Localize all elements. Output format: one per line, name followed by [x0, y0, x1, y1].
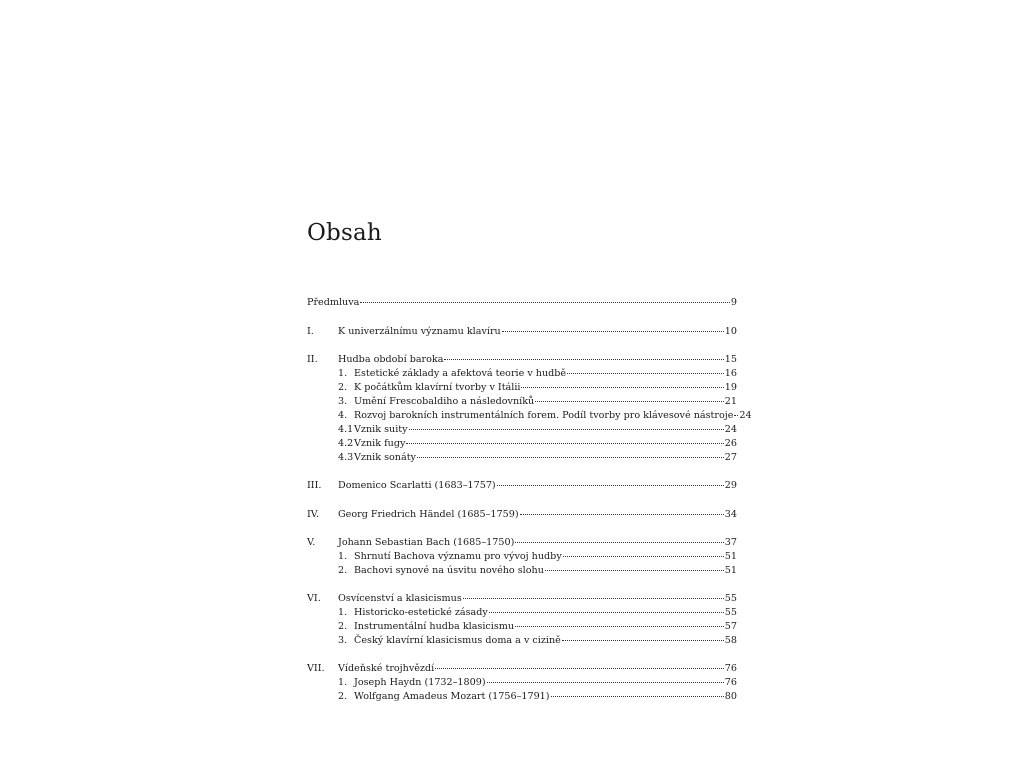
toc-page-number: 76 — [724, 663, 737, 674]
dot-leader — [521, 387, 723, 388]
toc-page-number: 26 — [724, 438, 737, 449]
toc-entry-title: Hudba období baroka — [338, 354, 444, 365]
toc-entry-title: Shrnutí Bachova významu pro vývoj hudby — [354, 551, 562, 562]
toc-entry[interactable] — [307, 536, 737, 549]
toc-page-number: 76 — [724, 677, 737, 688]
toc-entry[interactable] — [307, 381, 737, 394]
toc-entry[interactable] — [307, 592, 737, 605]
toc-entry[interactable] — [307, 367, 737, 380]
toc-page-number: 57 — [724, 621, 737, 632]
toc-section-number: 1. — [338, 368, 348, 379]
dot-leader — [520, 514, 724, 515]
toc-entry[interactable] — [307, 409, 752, 422]
dot-leader — [551, 696, 724, 697]
toc-page-number: 15 — [724, 354, 737, 365]
toc-page-number: 24 — [739, 410, 752, 421]
toc-section-number: 2. — [338, 691, 348, 702]
toc-entry[interactable] — [307, 325, 737, 338]
dot-leader — [515, 626, 724, 627]
toc-entry-title: Bachovi synové na úsvitu nového slohu — [354, 565, 544, 576]
toc-entry-title: Vznik fugy — [354, 438, 406, 449]
toc-chapter-number: IV. — [307, 509, 320, 520]
toc-chapter-number: V. — [307, 537, 316, 548]
toc-entry[interactable] — [307, 620, 737, 633]
toc-entry-title: Vznik sonáty — [354, 452, 416, 463]
toc-page-number: 24 — [724, 424, 737, 435]
toc-section-number: 1. — [338, 607, 348, 618]
toc-section-number: 1. — [338, 551, 348, 562]
toc-entry[interactable] — [307, 296, 737, 309]
dot-leader — [562, 640, 724, 641]
dot-leader — [435, 668, 724, 669]
toc-entry-title: Instrumentální hudba klasicismu — [354, 621, 515, 632]
dot-leader — [463, 598, 724, 599]
toc-chapter-number: I. — [307, 326, 314, 337]
toc-entry[interactable] — [307, 634, 737, 647]
toc-page-number: 16 — [724, 368, 737, 379]
toc-page-number: 37 — [724, 537, 737, 548]
toc-page-number: 27 — [724, 452, 737, 463]
toc-entry[interactable] — [307, 676, 737, 689]
toc-entry[interactable] — [307, 606, 737, 619]
toc-section-number: 4.1 — [338, 424, 354, 435]
dot-leader — [409, 429, 724, 430]
toc-entry[interactable] — [307, 662, 737, 675]
toc-entry-title: Domenico Scarlatti (1683–1757) — [338, 480, 496, 491]
toc-entry-title: Umění Frescobaldiho a následovníků — [354, 396, 535, 407]
toc-section-number: 3. — [338, 635, 348, 646]
toc-entry[interactable] — [307, 451, 737, 464]
toc-entry-title: Historicko-estetické zásady — [354, 607, 488, 618]
dot-leader — [417, 457, 724, 458]
dot-leader — [444, 359, 723, 360]
toc-entry[interactable] — [307, 479, 737, 492]
toc-entry-title: Český klavírní klasicismus doma a v cizině — [354, 635, 561, 646]
dot-leader — [487, 682, 724, 683]
toc-entry-title: Johann Sebastian Bach (1685–1750) — [338, 537, 515, 548]
dot-leader — [497, 485, 724, 486]
toc-section-number: 4. — [338, 410, 348, 421]
toc-section-number: 2. — [338, 382, 348, 393]
toc-entry-title: Estetické základy a afektová teorie v hudbě — [354, 368, 567, 379]
toc-entry-title: K univerzálnímu významu klavíru — [338, 326, 501, 337]
dot-leader — [360, 302, 730, 303]
dot-leader — [515, 542, 723, 543]
toc-entry-title: K počátkům klavírní tvorby v Itálii — [354, 382, 521, 393]
dot-leader — [406, 443, 723, 444]
toc-section-number: 1. — [338, 677, 348, 688]
dot-leader — [535, 401, 724, 402]
toc-section-number: 2. — [338, 621, 348, 632]
toc-chapter-number: VI. — [307, 593, 321, 604]
toc-entry[interactable] — [307, 395, 737, 408]
toc-entry[interactable] — [307, 564, 737, 577]
toc-section-number: 3. — [338, 396, 348, 407]
toc-page-number: 55 — [724, 607, 737, 618]
toc-page-number: 19 — [724, 382, 737, 393]
toc-entry-title: Předmluva — [307, 297, 360, 308]
toc-chapter-number: III. — [307, 480, 322, 491]
dot-leader — [545, 570, 724, 571]
toc-entry-title: Rozvoj barokních instrumentálních forem. Podíl tvorby pro klávesové nástroje — [354, 410, 734, 421]
toc-section-number: 4.2 — [338, 438, 354, 449]
dot-leader — [563, 556, 724, 557]
page-title: Obsah — [307, 220, 382, 246]
toc-page-number: 51 — [724, 551, 737, 562]
toc-entry-title: Vídeňské trojhvězdí — [338, 663, 435, 674]
dot-leader — [489, 612, 724, 613]
toc-section-number: 4.3 — [338, 452, 354, 463]
table-of-contents — [307, 0, 752, 768]
toc-page-number: 34 — [724, 509, 737, 520]
toc-page-number: 9 — [730, 297, 737, 308]
toc-entry[interactable] — [307, 423, 737, 436]
toc-entry-title: Georg Friedrich Händel (1685–1759) — [338, 509, 519, 520]
toc-entry[interactable] — [307, 690, 737, 703]
toc-entry[interactable] — [307, 353, 737, 366]
toc-entry-title: Wolfgang Amadeus Mozart (1756–1791) — [354, 691, 550, 702]
toc-page-number: 51 — [724, 565, 737, 576]
toc-section-number: 2. — [338, 565, 348, 576]
toc-entry-title: Osvícenství a klasicismus — [338, 593, 462, 604]
toc-page-number: 58 — [724, 635, 737, 646]
toc-page-number: 29 — [724, 480, 737, 491]
dot-leader — [567, 373, 724, 374]
toc-chapter-number: VII. — [307, 663, 325, 674]
toc-page-number: 80 — [724, 691, 737, 702]
dot-leader — [734, 415, 738, 416]
toc-chapter-number: II. — [307, 354, 318, 365]
toc-entry[interactable] — [307, 508, 737, 521]
toc-entry-title: Vznik suity — [354, 424, 408, 435]
toc-entry[interactable] — [307, 550, 737, 563]
toc-entry-title: Joseph Haydn (1732–1809) — [354, 677, 486, 688]
toc-entry[interactable] — [307, 437, 737, 450]
toc-page-number: 21 — [724, 396, 737, 407]
toc-page-number: 10 — [724, 326, 737, 337]
toc-page-number: 55 — [724, 593, 737, 604]
dot-leader — [502, 331, 724, 332]
